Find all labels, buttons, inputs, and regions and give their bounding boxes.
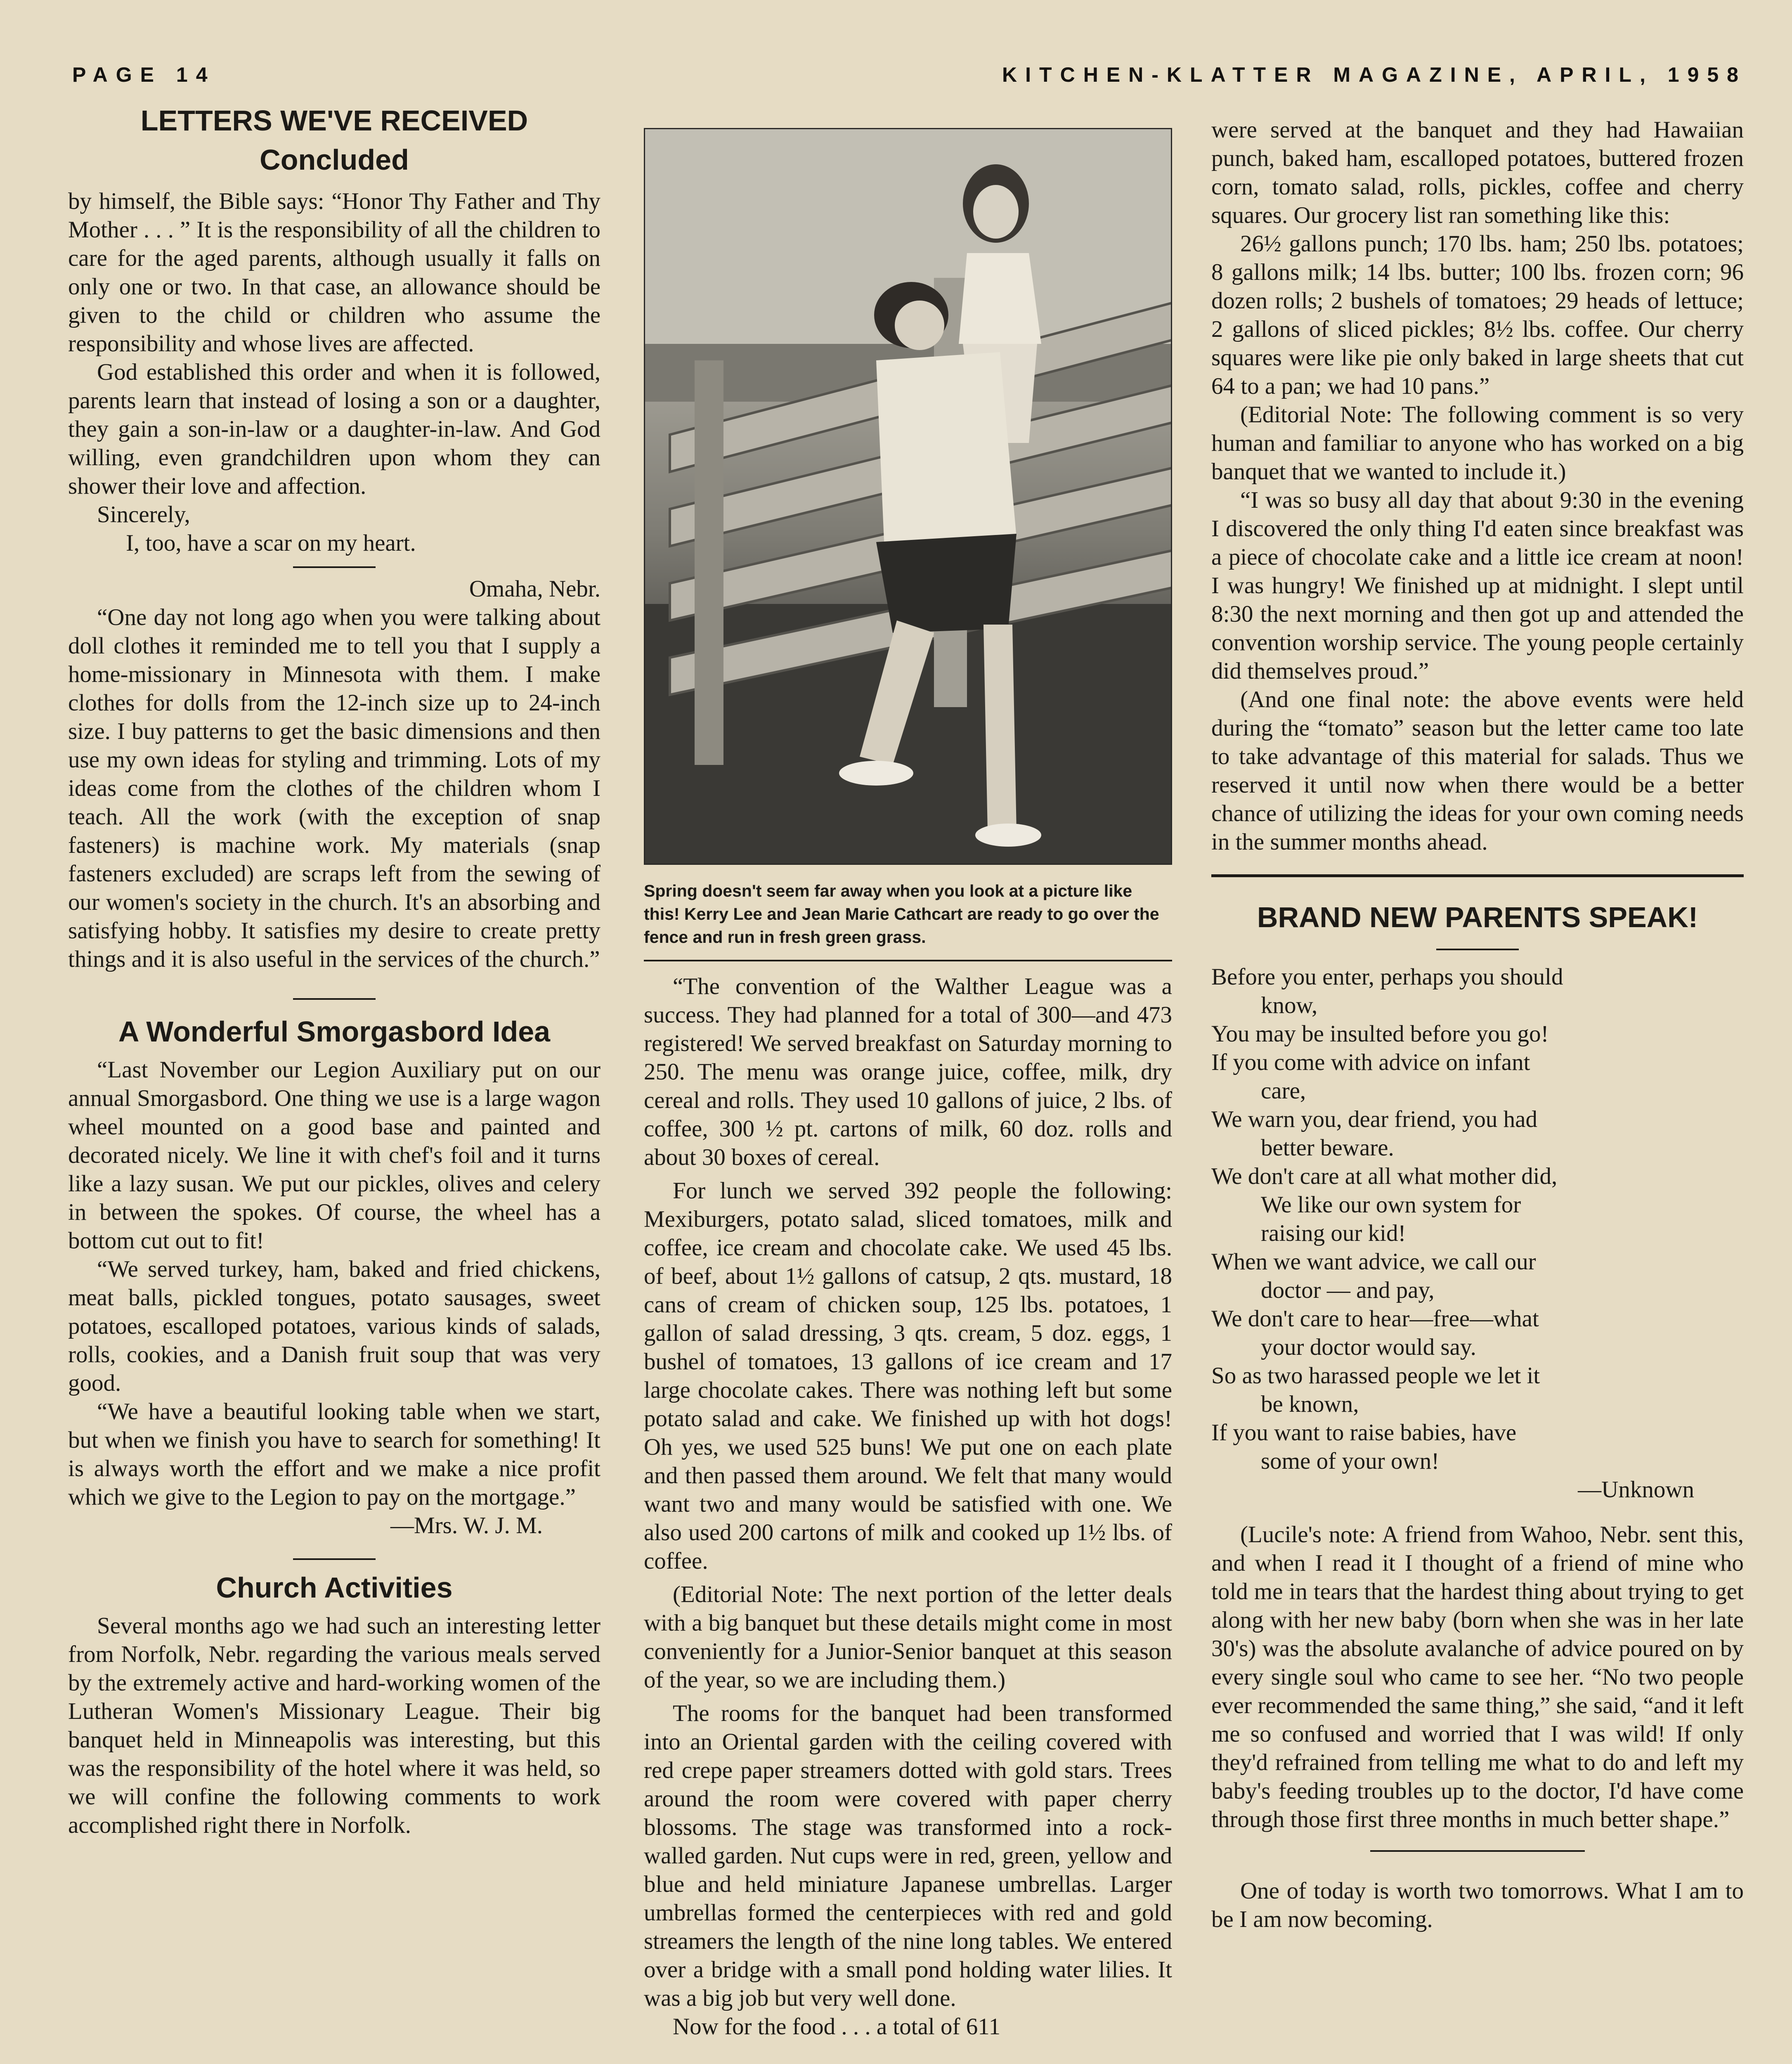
letters-headline: LETTERS WE'VE RECEIVED (140, 104, 528, 137)
poem-line: better beware. (1261, 1135, 1394, 1161)
divider (1436, 949, 1519, 950)
column-3-text (1211, 116, 1744, 2064)
banquet-paragraph: “I was so busy all day that about 9:30 in the evening I discovered the only thing I'd eaten since breakfast was a piece of chocolate cake and a little ice cream at noon! I was hungry! We finished up at midnight. I slept until 8:30 the next morning and then got up and attended the convention worship service. The young people certainly did themselves proud.” (1211, 487, 1744, 684)
smorgasbord-paragraph: “We have a beautiful looking table when we start, but when we finish you have to search for something! It is always worth the effort and we make a nice profit which we give to the Legion to pay on the mortgage.” (68, 1399, 600, 1510)
divider (293, 1558, 376, 1560)
closing-quote: One of today is worth two tomorrows. What I am to be I am now becoming. (1211, 1878, 1744, 1932)
smorgasbord-paragraph: “Last November our Legion Auxiliary put on our annual Smorgasbord. One thing we use is a large wagon wheel mounted on a good base and painted and decorated nicely. We line it with chef's foil and it turns like a lazy susan. We put our pickles, olives and celery in between the spokes. Of course, the wheel has a bottom cut out to fit! (68, 1057, 600, 1254)
final-note: (And one final note: the above events were held during the “tomato” season but the letter came too late to take advantage of this material for salads. Thus we reserved it until now when there would be a better chance of utilizing the ideas for your own coming needs in the summer months ahead. (1211, 686, 1744, 855)
walther-paragraph: Now for the food . . . a total of 611 (673, 2014, 1001, 2040)
divider (293, 998, 376, 1000)
smorgasbord-signature: —Mrs. W. J. M. (390, 1512, 543, 1539)
divider (644, 960, 1172, 961)
section-divider (1211, 874, 1744, 877)
letter1-paragraph: God established this order and when it is followed, parents learn that instead of losing a son or a daughter, they gain a son-in-law or a daughter-in-law. And God willing, even grandchildren upon whom they can shower their love and affection. (68, 359, 600, 499)
poem-line: So as two harassed people we let it (1211, 1363, 1540, 1389)
letter2-paragraph: “One day not long ago when you were talking about doll clothes it reminded me to tell you that I supply a home-missionary in Minnesota with them. I make clothes for dolls from the 12-inch size up to 24-inch size. I buy patterns to get the basic dimensions and then use my own ideas for styling and trimming. Lots of my ideas come from the clothes of the children whom I teach. All the work (with the exception of snap fasteners) is machine work. My materials (snap fasteners excluded) are scraps left from the sewing of our women's society in the church. It's an absorbing and satisfying hobby. It satisfies my desire to create pretty things and it is also useful in the services of the church.” (68, 604, 600, 972)
photo-girls-on-fence (644, 128, 1172, 865)
column-1 (68, 101, 600, 2064)
poem-line: know, (1261, 992, 1318, 1018)
grocery-list: 26½ gallons punch; 170 lbs. ham; 250 lbs. potatoes; 8 gallons milk; 14 lbs. butter; 100 lbs. frozen corn; 96 dozen rolls; 2 bushels of tomatoes; 29 heads of lettuce; 2 gallons of sliced pickles; 8½ lbs. coffee. Our cherry squares were like pie only baked in large sheets that cut 64 to a pan; we had 10 pans.” (1211, 231, 1744, 399)
poem-line: We warn you, dear friend, you had (1211, 1106, 1537, 1132)
editorial-note: (Editorial Note: The following comment is so very human and familiar to anyone who has worked on a big banquet that we wanted to include it.) (1211, 402, 1744, 485)
letter1-signature: I, too, have a scar on my heart. (126, 530, 416, 556)
masthead: KITCHEN-KLATTER MAGAZINE, APRIL, 1958 (1002, 63, 1747, 86)
poem-line: We don't care to hear—free—what (1211, 1306, 1539, 1332)
poem-line: We like our own system for (1261, 1192, 1521, 1218)
walther-paragraph: The rooms for the banquet had been transformed into an Oriental garden with the ceiling covered with red crepe paper streamers dotted with gold stars. Trees around the room were covered with paper cherry blossoms. The stage was transformed into a rock-walled garden. Nut cups were in red, green, yellow and blue and held miniature Japanese umbrellas. Larger umbrellas formed the centerpieces with red and gold streamers the length of the nine long tables. We entered over a bridge with a small pond holding water lilies. It was a big job but very well done. (644, 1700, 1172, 2011)
walther-paragraph: “The convention of the Walther League was a success. They had planned for a total of 300—and 473 registered! We served breakfast on Saturday morning to 250. The menu was orange juice, coffee, milk, dry cereal and rolls. They used 10 gallons of juice, 2 lbs. of coffee, 300 ½ pt. cartons of milk, 60 doz. rolls and about 30 boxes of cereal. (644, 973, 1172, 1170)
poem-author: —Unknown (1578, 1477, 1694, 1503)
poem-line: We don't care at all what mother did, (1211, 1163, 1558, 1189)
divider (293, 566, 376, 568)
poem-line: If you come with advice on infant (1211, 1049, 1530, 1075)
church-paragraph: Several months ago we had such an interesting letter from Norfolk, Nebr. regarding the various meals served by the extremely active and hard-working women of the Lutheran Women's Missionary League. Their big banquet held in Minneapolis was interesting, but this was the responsibility of the hotel where it was held, so we will confine the following comments to work accomplished right there in Norfolk. (68, 1613, 600, 1838)
smorgasbord-paragraph: “We served turkey, ham, baked and fried chickens, meat balls, pickled tongues, potato sausages, sweet potatoes, escalloped potatoes, various kinds of salads, rolls, cookies, and a Danish fruit soup that was very good. (68, 1256, 600, 1396)
page-number: PAGE 14 (72, 63, 216, 86)
letters-subheadline: Concluded (260, 144, 409, 176)
poem-line: When we want advice, we call our (1211, 1249, 1536, 1275)
poem-line: doctor — and pay, (1261, 1277, 1435, 1303)
letter1-paragraph: by himself, the Bible says: “Honor Thy Father and Thy Mother . . . ” It is the responsibility of all the children to care for the aged parents, although usually it falls on only one or two. In that case, an allowance should be given to the child or children who assume the responsibility and whose lives are affected. (68, 188, 600, 357)
letter2-location: Omaha, Nebr. (469, 576, 600, 602)
column-2 (644, 101, 1172, 2064)
smorgasbord-headline: A Wonderful Smorgasbord Idea (118, 1015, 551, 1048)
photo-caption: Spring doesn't seem far away when you look at a picture like this! Kerry Lee and Jean Marie Cathcart are ready to go over the fence and run in fresh green grass. (644, 881, 1159, 947)
letter1-closing: Sincerely, (97, 502, 190, 528)
poem-line: raising our kid! (1261, 1220, 1406, 1246)
divider (1370, 1850, 1585, 1852)
church-headline: Church Activities (216, 1572, 453, 1604)
poem-line: some of your own! (1261, 1448, 1440, 1474)
poem-line: You may be insulted before you go! (1211, 1021, 1549, 1047)
banquet-paragraph: were served at the banquet and they had Hawaiian punch, baked ham, escalloped potatoes, buttered frozen corn, tomato salad, rolls, pickles, coffee and cherry squares. Our grocery list ran something like this: (1211, 117, 1744, 228)
column-2-text (644, 972, 1172, 2064)
photo-illustration (645, 129, 1172, 865)
poem (1211, 963, 1744, 1504)
walther-paragraph: For lunch we served 392 people the following: Mexiburgers, potato salad, sliced tomatoes, milk and coffee, ice cream and chocolate cake. We used 45 lbs. of beef, about 1½ gallons of catsup, 2 qts. mustard, 18 cans of cream of chicken soup, 125 lbs. potatoes, 1 gallon of salad dressing, 3 qts. cream, 5 doz. eggs, 1 bushel of tomatoes, 13 gallons of ice cream and 17 large chocolate cakes. There was nothing left but some potato salad and cake. We finished up with hot dogs! Oh yes, we used 525 buns! We put one on each plate and then passed them around. We felt that many would want two and many would be satisfied with one. We also used 200 cartons of milk and cooked up 1½ lbs. of coffee. (644, 1178, 1172, 1574)
column-3 (1211, 101, 1744, 2064)
poem-line: care, (1261, 1078, 1306, 1104)
poem-line: be known, (1261, 1391, 1359, 1417)
walther-paragraph: (Editorial Note: The next portion of the letter deals with a big banquet but these details might come in most conveniently for a Junior-Senior banquet at this season of the year, so we are including them.) (644, 1581, 1172, 1693)
poem-line: Before you enter, perhaps you should (1211, 964, 1563, 990)
poem-line: your doctor would say. (1261, 1334, 1476, 1360)
poem-line: If you want to raise babies, have (1211, 1420, 1517, 1446)
poem-headline: BRAND NEW PARENTS SPEAK! (1257, 901, 1698, 933)
lucile-note: (Lucile's note: A friend from Wahoo, Nebr. sent this, and when I read it I thought of a friend of mine who told me in tears that the hardest thing about trying to get along with her new baby (born when she was in her late 30's) was the absolute avalanche of advice poured on by every single soul who came to see her. “No two people ever recommended the same thing,” she said, “and it left me so confused and worried that I was wild! If only they'd refrained from telling me what to do and left my baby's feeding troubles up to the doctor, I'd have come through those first three months in much better shape.” (1211, 1522, 1744, 1832)
